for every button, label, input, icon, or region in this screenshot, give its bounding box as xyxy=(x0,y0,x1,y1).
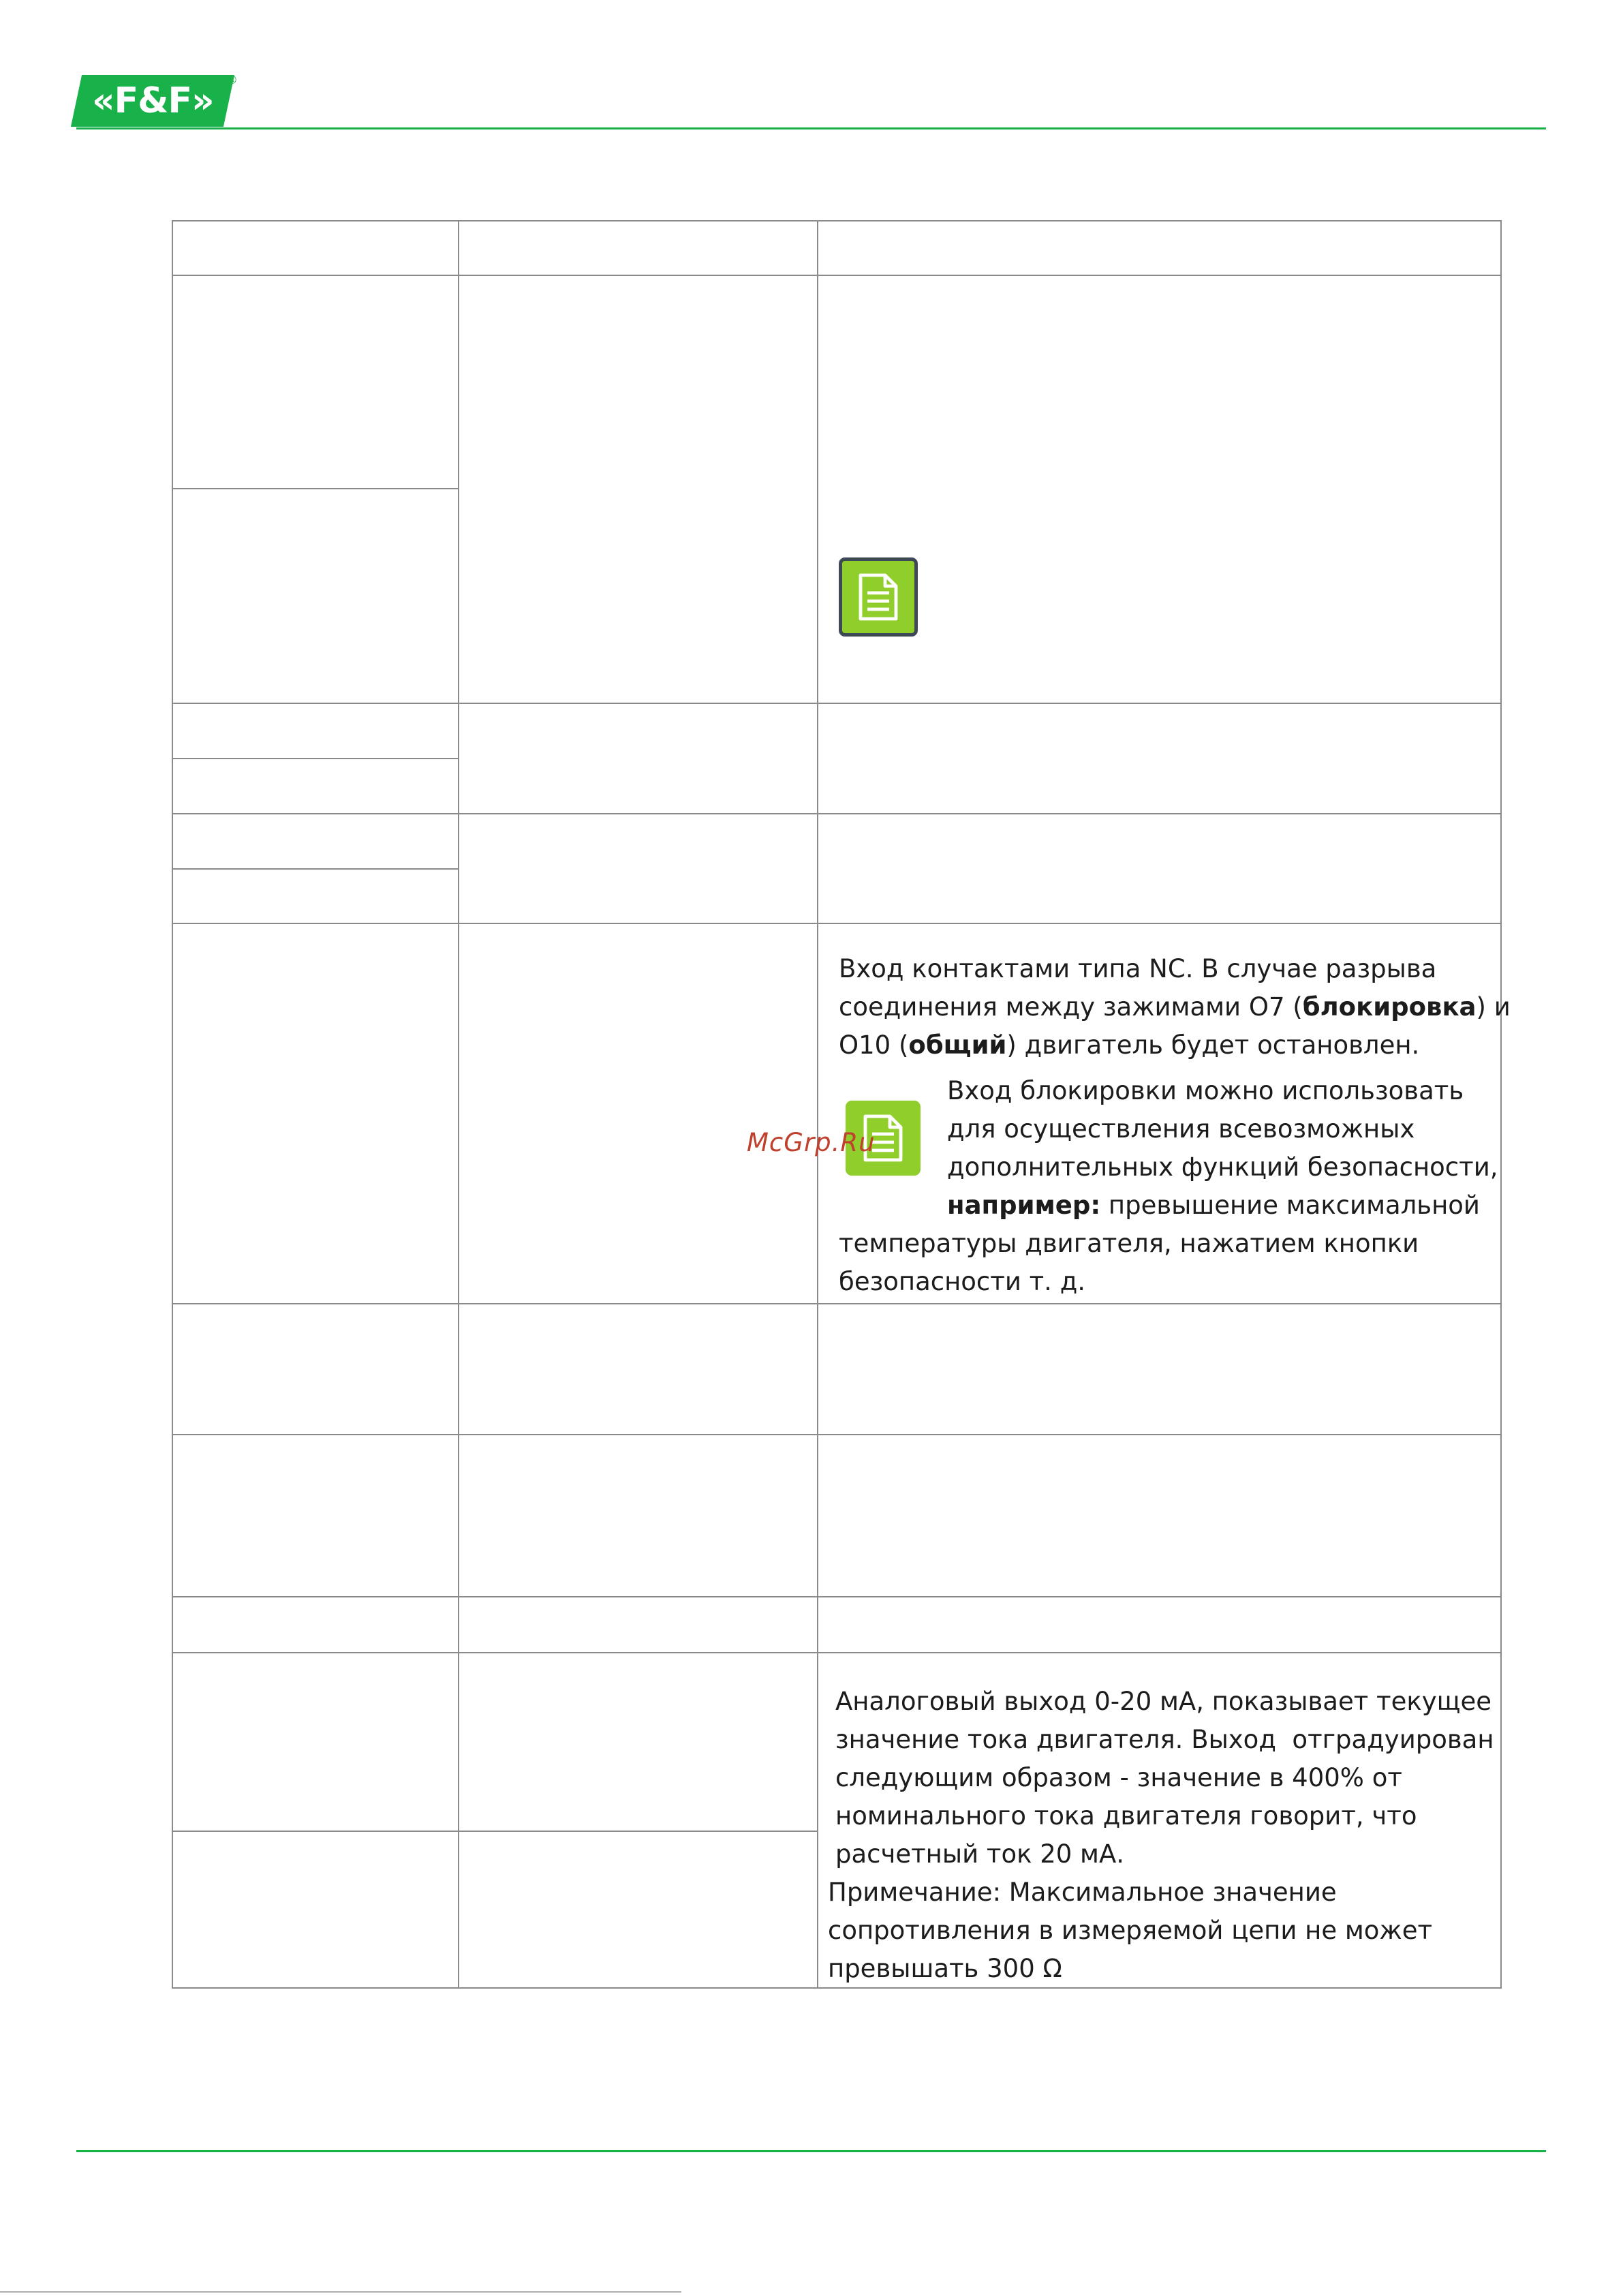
page-edge-line xyxy=(0,2291,681,2293)
text-fragment: ) двигатель будет остановлен. xyxy=(1006,1030,1420,1060)
note-line: Вход блокировки можно использовать xyxy=(947,1076,1464,1105)
text-line: значение тока двигателя. Выход отградуирован xyxy=(835,1725,1494,1754)
note-line: сопротивления в измеряемой цепи не может xyxy=(828,1916,1433,1945)
document-note-icon xyxy=(839,557,918,637)
table-line xyxy=(172,220,1502,221)
table-line xyxy=(172,1831,818,1832)
table-line xyxy=(172,703,1502,704)
text-line: расчетный ток 20 мА. xyxy=(835,1839,1125,1869)
note-line: дополнительных функций безопасности, xyxy=(947,1152,1498,1182)
text-line: температуры двигателя, нажатием кнопки xyxy=(839,1229,1419,1258)
table-line xyxy=(172,1596,1502,1597)
table-line xyxy=(1500,220,1502,1989)
registered-mark: ® xyxy=(226,74,238,87)
brand-logo xyxy=(71,75,234,127)
text-fragment: O10 ( xyxy=(839,1030,909,1060)
watermark: McGrp.Ru xyxy=(747,1128,876,1157)
table-line xyxy=(172,758,458,759)
text-fragment: ) и xyxy=(1476,992,1511,1022)
footer-divider xyxy=(76,2150,1546,2152)
bold-term: блокировка xyxy=(1302,992,1477,1022)
text-fragment: соединения между зажимами O7 ( xyxy=(839,992,1303,1022)
table-line xyxy=(172,923,1502,924)
text-line xyxy=(839,988,1511,1026)
bold-term: например: xyxy=(947,1191,1101,1220)
table-line xyxy=(172,488,458,489)
table-line xyxy=(458,220,459,1989)
table-line xyxy=(172,813,1502,814)
brand-logo-text: «F&F» xyxy=(91,80,214,121)
text-line: безопасности т. д. xyxy=(839,1267,1086,1296)
note-line: для осуществления всевозможных xyxy=(947,1114,1415,1144)
table-line xyxy=(172,1652,1502,1653)
text-line: следующим образом - значение в 400% от xyxy=(835,1763,1402,1792)
table-line xyxy=(172,275,1502,276)
note-line xyxy=(947,1187,1480,1225)
text-line: Вход контактами типа NC. В случае разрыва xyxy=(839,954,1437,983)
table-line xyxy=(172,220,173,1989)
table-line xyxy=(172,1303,1502,1304)
note-line: Примечание: Максимальное значение xyxy=(828,1878,1337,1907)
header-divider xyxy=(76,127,1546,129)
document-glyph-icon xyxy=(856,572,900,622)
text-fragment: превышение максимальной xyxy=(1100,1191,1480,1220)
table-line xyxy=(817,220,818,1989)
text-line: номинального тока двигателя говорит, что xyxy=(835,1801,1417,1831)
note-line: превышать 300 Ω xyxy=(828,1954,1062,1983)
table-line xyxy=(172,868,458,870)
text-line: Аналоговый выход 0-20 мА, показывает текущее xyxy=(835,1687,1491,1716)
bold-term: общий xyxy=(908,1030,1007,1060)
table-line xyxy=(172,1434,1502,1435)
text-line xyxy=(839,1026,1419,1065)
